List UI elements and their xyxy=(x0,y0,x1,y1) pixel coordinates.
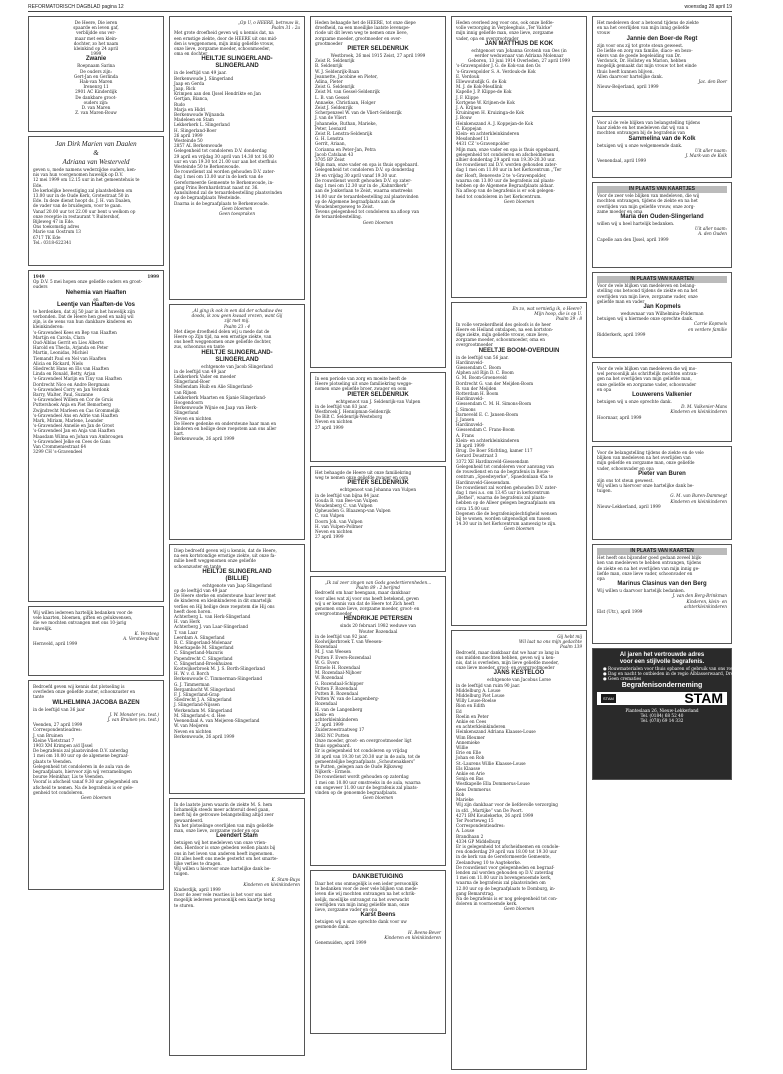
header-rule xyxy=(28,11,732,12)
birth-parents: De ouders zijn: Gert-Jan en Gerlinda Hak-van Maren Irenenrg 11 2901 AC Kinderdijk De dankbare groot- ouders zijn: D. van Maren Z. van Maren-Bouw xyxy=(73,68,118,116)
bride-name: Adriana van Westerveld xyxy=(62,158,130,166)
deceased-name: WILHELMINA JACOBA BAZEN xyxy=(52,699,140,706)
wedding-text: geven u, mede namens wederzijdse ouders, ken- nis van hun voorgenomen huwelijk op D.V. 12 mei 1999 om 12.15 uur in het gemeentehuis te Ede. De kerkelijke bevestiging zal plaatshebben om 13.00 uur in de Oude Kerk, Grotestraat 50 in Ede. In deze dienst hoopt ds. J. H. van Daalen, de vader van de bruidegom, voor te gaan. Vanaf 20.00 uur tot 22.00 uur bent u welkom op onze receptie in restaurant 't Ruitershof, Bijleweg 47 in Ede. Ons toekomstig adres Marie van Oostrum 13 6717 TK Ede Tel.: 0318-622341 xyxy=(33,167,140,245)
birth-roepnaam: Roepnaam Sarina xyxy=(77,63,115,69)
header-left: REFORMATORISCH DAGBLAD pagina 12 xyxy=(28,4,124,10)
anniversary-wife: Leentje van Haaften-de Vos xyxy=(57,301,135,308)
column-2 xyxy=(169,16,305,1060)
birth-announcement xyxy=(28,16,164,132)
anniversary-husband: Nehemia van Haaften xyxy=(65,289,127,296)
birth-name: Zwanie xyxy=(85,56,107,63)
anniversary-text: te herdenken, dat zij 50 jaar in het huwelijk zijn verbonden. Dat de Heere hen goed en nabij wil zijn, is de wens van hun dankbare kinderen en kleinkinderen: xyxy=(33,308,135,330)
obituary-slingerland-2: „Al ging ik ook in een dal der schaduw des doods, ik zou geen kwaad vrezen, want Gij zijt met mij. Psalm 23 : 4 Met diepe droefheid delen wij u mede dat de Heere op Zijn tijd, na een ernstige ziekte, van ons heeft weggenomen onze geliefde dochter, zus, schoonzus en tante HEILTJE SLINGERLAND- SLINGERLAND echtgenote van Jacob Slingerland in de leeftijd van 49 jaar Lekkerkerk Vader en moeder Slingerland-Boer Stellendam Huib en Alie Slingerland- van Rijnen Lekkerkerk Maarten en Sjanie Slingerland- Hoogendoorn Berkenwoude Wijnie en Jaap van Herk- Slingerland Neven en nichten De Heere gedenke en ondersteune haar man en kinderen en heilige deze roepstem aan ons aller hart. Berkenwoude, 26 april 1999 xyxy=(169,304,305,540)
groom-name: Jan Dirk Marien van Daalen xyxy=(55,140,137,148)
header-right: woensdag 28 april 19 xyxy=(684,4,732,10)
obituary-bazen: Bedroefd geven wij kennis dat plotseling is overleden onze geliefde zuster, schoonzuster en tante WILHELMINA JACOBA BAZEN in de leeftijd van 36 jaar J. W. Monster (ex. test.) J. van Bruinen (ex. test.) Veenden, 27 april 1999 Correspondentieadres: J. van Bruinen Kleine Vlietstraat 7 1903 XM Krimpen a/d IJssel De begrafenis zal plaatsvinden D.V. zaterdag 1 mei om 10.00 uur op de algemene begraaf- plaats te Veenden. Gelegenheid tot condoleren in de aula van de begraafplaats, hiervoor zijn wij verzamelingen bourse Meinkhar, Lis te Veenden. Vooraf is afscheid vanaf 9.30 uur gelegenheid om afscheid te nemen. Na de begrafenis is er gele- genheid tot condoleren. Geen bloemen xyxy=(28,680,164,890)
anniversary-announcement: 1949 1999 Op D.V. 5 mei hopen onze geliefde ouders en groot- ouders Nehemia van Haaften en Leentje van Haaften-de Vos te herdenken, dat zij 50 jaar in het huwelijk zijn verbonden. Dat de Heere hen goed en nabij wil zijn, is de wens van hun dankbare kinderen en kleinkinderen: 's-Gravendeel Kees en Bep van Haaften Martijn en Carola, Clara Oud-Alblas Gerrit en Lies Alberts Harold en Thecla, Arjanda en Peter Martin, Leonidas, Michiel Tiemandt Paul en Nel van Haaften Alicia en Rickard, Niels Sliedrecht Hans en Els van Haaften Linda en Ronald, Betty, Arjan 's-Gravendeel Marijn en Tiny van Haaften Dordrecht Nico en Andre Bergmans 's-Gravendeel Corry en Jan Verdonk Barry, Walter, Paul, Suzanne 's-Gravendeel Willem en Cor de Gruis Puttershoek Anja en Piet Bemorberg Zwijndrecht Marleen en Cas Grommelijk 's-Gravendeel Ans en Adrie van Haaften Mark, Miriam, Marlene, Leander 's-Gravendeel Annelie en Jan de Groot 's-Gravendeel Jan en Anja van Haaften Maasdam Wilma en Johan van Ambrougen 's-Gravendeel Jelke en Cees de Gans Van Crommeniestraat 64 3299 CH 's-Gravendeel xyxy=(28,270,164,602)
anniversary-intro: Op D.V. 5 mei hopen onze geliefde ouders en groot- ouders xyxy=(33,279,143,290)
anniversary-family: 's-Gravendeel Kees en Bep van Haaften Martijn en Carola, Clara Oud-Alblas Gerrit en Lies Alberts Harold en Thecla, Arjanda en Peter Martin, Leonidas, Michiel Tiemandt Paul en Nel van Haaften Alicia en Rickard, Niels Sliedrecht Hans en Els van Haaften Linda en Ronald, Betty, Arjan 's-Gravendeel Marijn en Tiny van Haaften Dordrecht Nico en Andre Bergmans 's-Gravendeel Corry en Jan Verdonk Barry, Walter, Paul, Suzanne 's-Gravendeel Willem en Cor de Gruis Puttershoek Anja en Piet Bemorberg Zwijndrecht Marleen en Cas Grommelijk 's-Gravendeel Ans en Adrie van Haaften Mark, Miriam, Marlene, Leander 's-Gravendeel Annelie en Jan de Groot 's-Gravendeel Jan en Anja van Haaften Maasdam Wilma en Johan van Ambrougen 's-Gravendeel Jelke en Cees de Gans Van Crommeniestraat 64 3299 CH 's-Gravendeel xyxy=(33,329,124,455)
ampersand: & xyxy=(93,149,99,157)
anniversary-years: 1949 1999 xyxy=(33,274,159,279)
column-1 xyxy=(28,16,164,894)
page-header xyxy=(0,0,738,14)
obituary-slingerland-3: Diep bedroefd geven wij u kennis, dat de Heere, na een kortstondige ernstige ziekte, uit onze fa- milie heeft weggenomen onze geliefde schoonzuster en tante HEILTJE SLINGERLAND (BILLIE) echtgenote van Jaap Slingerland op de leeftijd van 49 jaar De Heere sterke en ondersteune haar lever met de kinderen en kleinkinderen in dit smartelijk verlies en Hij heilige deze roepstem die Hij ons heeft doen horen. Achterberg L. van Herk-Slingerland H. van Herk Achterberg J. van Laar-Slingerland T. van Laar Leerdam A. Slingerland B. C. Slingerland-Molenaar Moerkapelle M. Slingerland C. Slingerland-Mazuris Papendrecht C. Slingerland C. Slingerland-Broekhuizen Kootwijkerbroek M. J. S. Borth-Slingerland H. W. v. d. Borch Berkenwoude C. Timmerman-Slingerland G. J. Timmerman Bergambacht W. Slingerland F. J. Slingerland-Grap Sliedrecht J. A. Slingerland J. Slingerland-Nijssen Werkendam M. Slingerland M. Slingerland-v. d. Hee Veenendaal A. van Meijeren-Slingerland W. van Meijeren Neven en nichten Berkenwoude, 26 april 1999 xyxy=(169,544,305,794)
thanks-stam: In de laatste jaren waarin de ziekte M. S. hem lichamelijk steeds meer achteruit deed gaan, heeft hij de getrouwe belangstelling altijd zeer gewaardeerd. Na het plotselinge overlijden van mijn geliefde man, onze lieve, zorgzame vader en opa Leendert Stam betuigen wij het medeleven van onze vrien- den. Hierdoor is onze gebeden wellen plaats bij ons in het leven van anderen heeft ingenomen. Dit alles heeft ons mede gesterkt om het smarte- lijke verlies te dragen. Wij willen u hiervoor onze hartelijke dank be- tuigen. K. Stam-Buys Kinderen en kleinkinderen Kinderdijk, april 1999 Door de zeer vele reacties is het voor ons niet mogelijk iedereen persoonlijk een kaartje terug te sturen. xyxy=(169,798,305,1056)
thanks-versteeg: Wij willen iedereen hartelijk bedanken voor de vele kaarten, bloemen, giften en gelukwensen, die we mochten ontvangen met ons 10-jarig huwelijk. K. Versteeg A. Versteeg-Bunt Hernveld, april 1999 xyxy=(28,606,164,676)
obituary-slingerland-1: „Op U, o HEERE, betrouw ik, Psalm 31 : 2a Met grote droefheid geven wij u kennis dat, na een ernstige ziekte, door de HEERE uit ons mid- den is weggenomen, mijn innig geliefde vrouw, onze lieve, zorgzame moeder, schoonmoeder, oma en dochter HEILTJE SLINGERLAND- SLINGERLAND in de leeftijd van 49 jaar. Berkenwoude J. Slingerland Jaap en Gerda Jaap, Rick Krimpen aan den IJssel Hendrikte en Jan Gertjan, Bianca, Rudo Marja en Hidri Berkenwoude Wijnanda Madeleen en Stam Lekkerkerk L. Slingerland H. Slingerland-Boer 26 april 1999 Westeinde 50 2857 AL Berkenwoude Gelegenheid tot condoleren D.V. donderdag 29 april en vrijdag 30 april van 14.30 tot 16.00 uur en van 19.30 tot 21.00 uur aan het sterfhuis Westeinde 50 te Berkenwoude. De rouwdienst zal worden gehouden D.V. zater- dag 1 mei om 13.00 uur in de kerk van de Gereformeerde Gemeente te Berkenwoude, in- gang Prins Bernhardstraat naast nr. 36. Aansluitend zal de teraardebestelling plaatsvinden op de begraafplaats Westeinde. Daarna is de begraafplaats te Berkenwoude. Geen bloemen Geen toespraken xyxy=(169,16,305,300)
birth-intro: De Heere, Die ieren spaarde en leven gaf, verblijdde ons ver- maar met een klein- dochter, zo het naam kleinkind op 24 april 1999 xyxy=(73,20,119,57)
wedding-announcement xyxy=(28,136,164,266)
